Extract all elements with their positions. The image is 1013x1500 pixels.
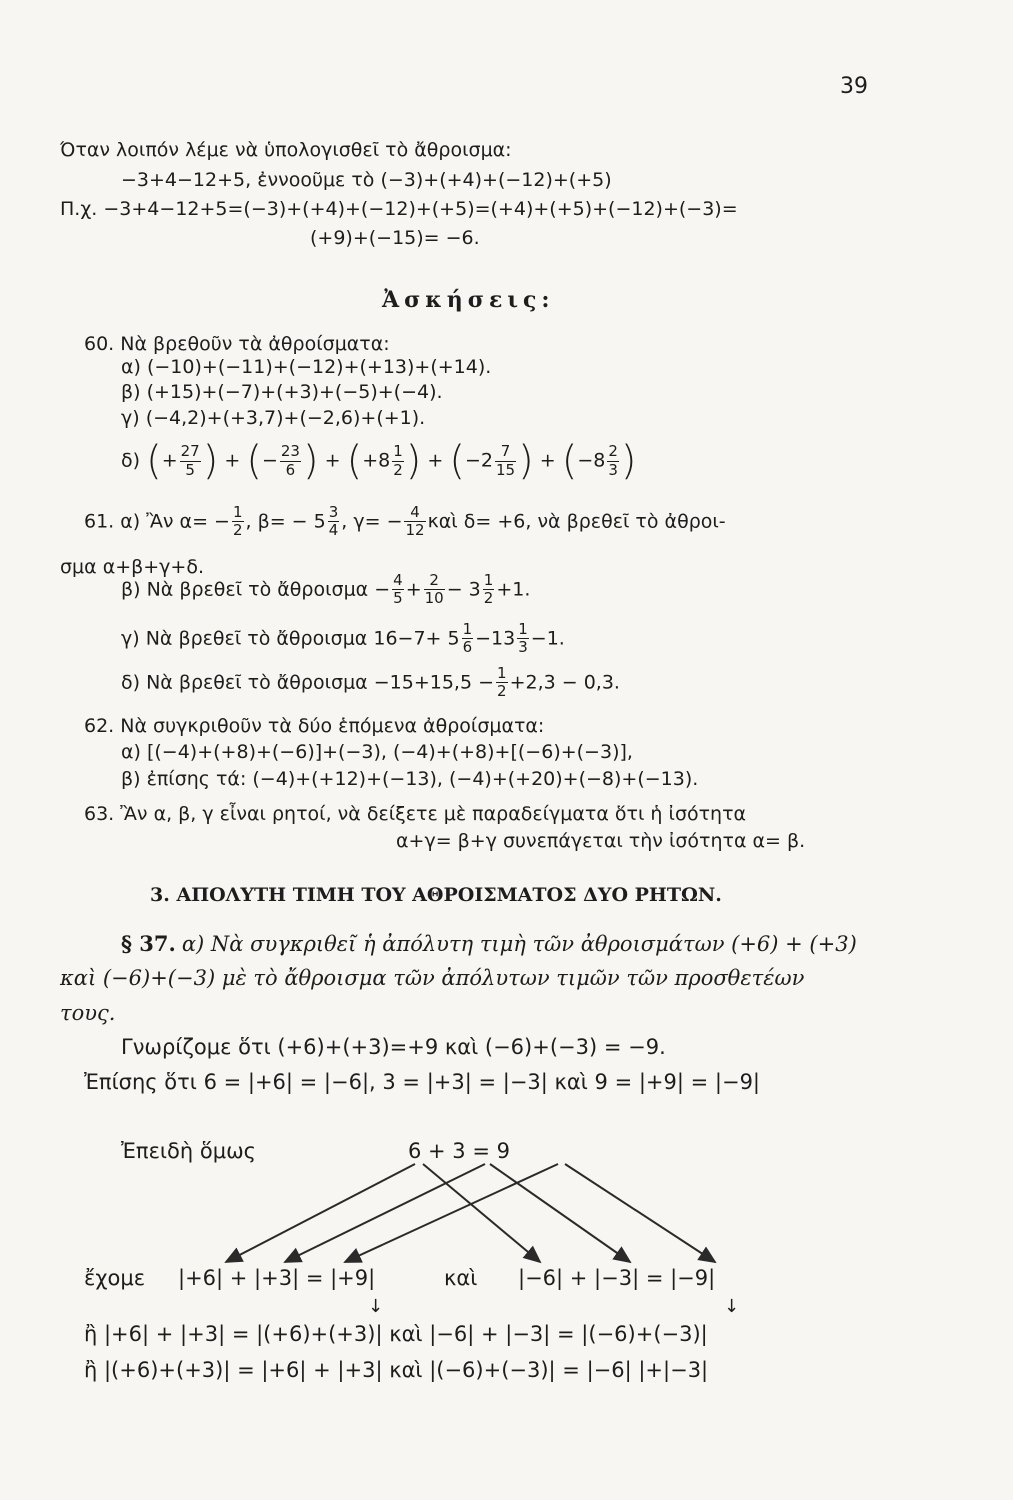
paragraph-number: § 37. xyxy=(121,931,176,956)
exercise-61-b: β) Νὰ βρεθεῖ τὸ ἄθροισμα − $\frac{4}{5}$ + $\frac{2}{10}$ − 3 $\frac{1}{2}$ +1. xyxy=(121,571,531,608)
exercise-62-a: α) [(−4)+(+8)+(−6)]+(−3), (−4)+(+8)+[(−6)+(−3)], xyxy=(121,741,633,763)
exercise-60-b: β) (+15)+(−7)+(+3)+(−5)+(−4). xyxy=(121,381,443,403)
exercise-62-b: β) ἐπίσης τά: (−4)+(+12)+(−13), (−4)+(+20)+(−8)+(−13). xyxy=(121,768,699,790)
exercise-63-line: 63. Ἂν α, β, γ εἶναι ρητοί, νὰ δείξετε μὲ παραδείγματα ὅτι ἡ ἰσότητα xyxy=(84,803,747,825)
paragraph-37-line: καὶ (−6)+(−3) μὲ τὸ ἄθροισμα τῶν ἀπόλυτων τιμῶν τῶν προσθετέων xyxy=(60,966,805,990)
and-label: καὶ xyxy=(444,1266,478,1290)
whole: −2 xyxy=(465,449,494,472)
exercise-61-d: δ) Νὰ βρεθεῖ τὸ ἄθροισμα −15+15,5 − $\frac{1}{2}$ +2,3 − 0,3. xyxy=(121,664,620,701)
exercise-60-c: γ) (−4,2)+(+3,7)+(−2,6)+(+1). xyxy=(121,407,426,429)
intro-line: −3+4−12+5, ἐννοοῦμε τὸ (−3)+(+4)+(−12)+(+5) xyxy=(121,169,612,191)
arrow xyxy=(345,1164,558,1262)
fraction: $\frac{2}{10}$ xyxy=(424,571,444,608)
known-line: Ἐπίσης ὅτι 6 = |+6| = |−6|, 3 = |+3| = |−3| καὶ 9 = |+9| = |−9| xyxy=(84,1070,760,1094)
sign: + xyxy=(161,449,178,472)
page-number: 39 xyxy=(840,74,868,99)
fraction: $\frac{3}{4}$ xyxy=(328,503,339,540)
absolute-sum-negative: |−6| + |−3| = |−9| xyxy=(518,1266,716,1290)
have-label: ἔχομε xyxy=(84,1266,146,1290)
fraction: $\frac{7}{15}$ xyxy=(496,442,516,479)
fraction: $\frac{1}{2}$ xyxy=(393,442,403,479)
fraction: $\frac{1}{2}$ xyxy=(497,664,507,701)
plus-sign: + xyxy=(324,449,341,472)
arrow xyxy=(565,1164,715,1262)
label: δ) xyxy=(121,449,141,472)
paragraph-37-line: § 37. α) Νὰ συγκριθεῖ ἡ ἀπόλυτη τιμὴ τῶν ἀθροισμάτων (+6) + (+3) xyxy=(121,931,857,956)
since-label: Ἐπειδὴ ὅμως xyxy=(121,1139,256,1163)
sign: − xyxy=(261,449,278,472)
conclusion-line: ἢ |+6| + |+3| = |(+6)+(+3)| καὶ |−6| + |−3| = |(−6)+(−3)| xyxy=(84,1322,708,1346)
exercise-62-title: 62. Νὰ συγκριθοῦν τὰ δύο ἑπόμενα ἀθροίσματα: xyxy=(84,715,545,737)
section-title: 3. ΑΠΟΛΥΤΗ ΤΙΜΗ ΤΟΥ ΑΘΡΟΙΣΜΑΤΟΣ ΔΥΟ ΡΗΤΩΝ. xyxy=(150,884,722,906)
exercise-60-title: 60. Νὰ βρεθοῦν τὰ ἀθροίσματα: xyxy=(84,333,390,355)
down-arrow: ↓ xyxy=(724,1296,740,1317)
exercise-61-c: γ) Νὰ βρεθεῖ τὸ ἄθροισμα 16−7+ 5 $\frac{1}{6}$ −13 $\frac{1}{3}$ −1. xyxy=(121,620,565,657)
fraction: $\frac{23}{6}$ xyxy=(280,442,300,479)
whole: +8 xyxy=(362,449,391,472)
exercise-61-a-cont: σμα α+β+γ+δ. xyxy=(60,556,205,578)
conclusion-line: ἢ |(+6)+(+3)| = |+6| + |+3| καὶ |(−6)+(−3)| = |−6| |+|−3| xyxy=(84,1358,709,1382)
fraction: $\frac{4}{5}$ xyxy=(393,571,403,608)
known-line: Γνωρίζομε ὅτι (+6)+(+3)=+9 καὶ (−6)+(−3) = −9. xyxy=(121,1035,666,1059)
exercise-60-a: α) (−10)+(−11)+(−12)+(+13)+(+14). xyxy=(121,356,492,378)
plus-sign: + xyxy=(539,449,556,472)
arrow xyxy=(490,1164,630,1262)
fraction: $\frac{1}{2}$ xyxy=(483,571,494,608)
paragraph-37-line: τους. xyxy=(60,1001,116,1025)
fraction: $\frac{1}{2}$ xyxy=(232,503,243,540)
fraction: $\frac{2}{3}$ xyxy=(608,442,618,479)
exercise-60-d: δ) (+ $\frac{27}{5}$ ) + (− $\frac{23}{6}$ ) + (+8 $\frac{1}{2}$ ) + (−2 $\frac{7}{15}$ ) + (−8 $\frac{2}{3}$ ) xyxy=(121,438,637,484)
arrow xyxy=(423,1164,540,1262)
down-arrow: ↓ xyxy=(368,1296,384,1317)
plus-sign: + xyxy=(427,449,444,472)
fraction: $\frac{1}{3}$ xyxy=(518,620,528,657)
absolute-sum-positive: |+6| + |+3| = |+9| xyxy=(178,1266,376,1290)
equation-6-3-9: 6 + 3 = 9 xyxy=(408,1139,510,1163)
fraction: $\frac{1}{6}$ xyxy=(462,620,473,657)
intro-line: Π.χ. −3+4−12+5=(−3)+(+4)+(−12)+(+5)=(+4)+(+5)+(−12)+(−3)= xyxy=(60,198,738,220)
fraction: $\frac{4}{12}$ xyxy=(405,503,425,540)
fraction: $\frac{27}{5}$ xyxy=(180,442,200,479)
exercises-heading: Ἀσκήσεις: xyxy=(382,287,555,313)
exercise-61-a: 61. α) Ἂν α= − $\frac{1}{2}$ , β= − 5 $\frac{3}{4}$ , γ= − $\frac{4}{12}$ καὶ δ= +6, νὰ βρεθεῖ τὸ ἀθροι- xyxy=(84,503,726,540)
whole: −8 xyxy=(577,449,606,472)
exercise-63-line: α+γ= β+γ συνεπάγεται τὴν ἰσότητα α= β. xyxy=(396,830,806,852)
intro-line: (+9)+(−15)= −6. xyxy=(310,227,480,249)
intro-line: Όταν λοιπόν λέμε νὰ ὑπολογισθεῖ τὸ ἄθροισμα: xyxy=(60,139,512,161)
plus-sign: + xyxy=(224,449,241,472)
